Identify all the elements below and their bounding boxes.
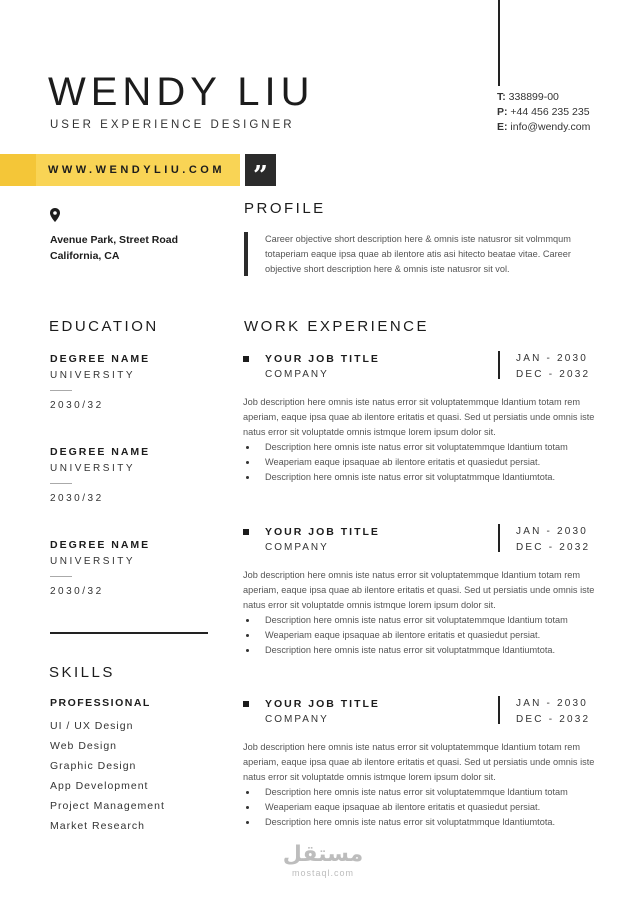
telephone-label: T: (497, 91, 506, 103)
job-company: COMPANY (265, 369, 329, 380)
education-entry (50, 539, 220, 597)
email-label: E: (497, 121, 508, 133)
skills-list (50, 716, 165, 836)
website-bar-accent (0, 154, 36, 186)
job-end-date: DEC - 2032 (516, 714, 591, 725)
degree-name: DEGREE NAME (50, 353, 151, 365)
job-bullet-item: Weaperiam eaque ipsaquae ab ilentore eritatis et quasiedut persiat. (243, 800, 595, 815)
section-divider (50, 632, 208, 634)
job-end-date: DEC - 2032 (516, 369, 591, 380)
job-title: YOUR JOB TITLE (265, 698, 380, 710)
skill-item: Web Design (50, 740, 118, 752)
job-bullet-list (243, 785, 595, 830)
job-bullet-square (243, 701, 249, 707)
job-description: Job description here omnis iste natus error sit voluptatemmque ldantium totam rem aperiam, eaque ipsa quae ab ilentore eritatis et quasi. Sed ut persiatis unde omnis iste natus error sit voluptatde omnis istmque lorem ipsum dolor sit. (243, 570, 595, 610)
profile-text: Career objective short description here & omnis iste natusror sit volmmqum totaperiam eaque ipsa quae ab ilentore atis asi hitecto beatae vitae. Career objective short description here & omnis iste natusror sit vol. (265, 234, 571, 274)
job-bullet-item: Description here omnis iste natus error sit voluptatmmque ldantiumtota. (243, 470, 595, 485)
job-bullet-list (243, 613, 595, 658)
education-years: 2030/32 (50, 400, 104, 411)
degree-name: DEGREE NAME (50, 539, 151, 551)
skill-item: Market Research (50, 820, 145, 832)
job-company: COMPANY (265, 714, 329, 725)
quote-icon: ” (245, 154, 276, 186)
header-vertical-rule (498, 0, 500, 86)
job-bullet-square (243, 356, 249, 362)
skill-item: UI / UX Design (50, 720, 134, 732)
job-start-date: JAN - 2030 (516, 526, 589, 537)
job-bullet-item: Weaperiam eaque ipsaquae ab ilentore eritatis et quasiedut persiat. (243, 455, 595, 470)
education-divider (50, 390, 72, 391)
job-title: YOUR JOB TITLE (265, 526, 380, 538)
degree-name: DEGREE NAME (50, 446, 151, 458)
profile-heading: PROFILE (244, 200, 326, 217)
job-start-date: JAN - 2030 (516, 353, 589, 364)
resume-role: USER EXPERIENCE DESIGNER (50, 119, 295, 131)
education-entry (50, 446, 220, 504)
skill-item: Graphic Design (50, 760, 137, 772)
contact-email (497, 120, 590, 135)
watermark-latin: mostaql.com (291, 868, 355, 878)
education-years: 2030/32 (50, 493, 104, 504)
job-bullet-item: Description here omnis iste natus error sit voluptatemmque ldantium totam (243, 440, 595, 455)
job-bullet-item: Description here omnis iste natus error sit voluptatmmque ldantiumtota. (243, 815, 595, 830)
skill-item: App Development (50, 780, 149, 792)
telephone-value: 338899-00 (508, 91, 559, 103)
resume-name: WENDY LIU (48, 70, 315, 114)
job-bullet-item: Description here omnis iste natus error sit voluptatemmque ldantium totam (243, 613, 595, 628)
job-bullet-item: Weaperiam eaque ipsaquae ab ilentore eritatis et quasiedut persiat. (243, 628, 595, 643)
watermark-arabic: مستقل (282, 842, 364, 867)
skill-item: Project Management (50, 800, 165, 812)
profile-accent-bar (244, 232, 248, 276)
skills-heading: SKILLS (49, 664, 115, 681)
university-name: UNIVERSITY (50, 370, 136, 381)
address-block (50, 232, 178, 264)
job-date-divider (498, 524, 500, 552)
address-line2: California, CA (50, 250, 120, 262)
university-name: UNIVERSITY (50, 463, 136, 474)
job-date-divider (498, 351, 500, 379)
job-company: COMPANY (265, 542, 329, 553)
contact-telephone (497, 90, 590, 105)
job-start-date: JAN - 2030 (516, 698, 589, 709)
job-title: YOUR JOB TITLE (265, 353, 380, 365)
education-years: 2030/32 (50, 586, 104, 597)
education-divider (50, 483, 72, 484)
watermark-logo (278, 842, 368, 879)
location-pin-icon (49, 208, 61, 222)
education-entry (50, 353, 220, 411)
address-line1: Avenue Park, Street Road (50, 234, 178, 246)
job-description: Job description here omnis iste natus error sit voluptatemmque ldantium totam rem aperiam, eaque ipsa quae ab ilentore eritatis et quasi. Sed ut persiatis unde omnis iste natus error sit voluptatde omnis istmque lorem ipsum dolor sit. (243, 397, 595, 437)
contact-phone (497, 105, 590, 120)
work-experience-heading: WORK EXPERIENCE (244, 318, 430, 335)
job-end-date: DEC - 2032 (516, 542, 591, 553)
website-link[interactable]: WWW.WENDYLIU.COM (48, 164, 225, 176)
job-description: Job description here omnis iste natus error sit voluptatemmque ldantium totam rem aperiam, eaque ipsa quae ab ilentore eritatis et quasi. Sed ut persiatis unde omnis iste natus error sit voluptatde omnis istmque lorem ipsum dolor sit. (243, 742, 595, 782)
skills-subheading: PROFESSIONAL (50, 697, 151, 709)
phone-label: P: (497, 106, 508, 118)
education-heading: EDUCATION (49, 318, 159, 335)
education-divider (50, 576, 72, 577)
job-bullet-list (243, 440, 595, 485)
job-date-divider (498, 696, 500, 724)
phone-value: +44 456 235 235 (510, 106, 590, 118)
contact-block (497, 90, 590, 135)
job-bullet-square (243, 529, 249, 535)
university-name: UNIVERSITY (50, 556, 136, 567)
job-bullet-item: Description here omnis iste natus error sit voluptatmmque ldantiumtota. (243, 643, 595, 658)
job-bullet-item: Description here omnis iste natus error sit voluptatemmque ldantium totam (243, 785, 595, 800)
email-value[interactable]: info@wendy.com (510, 121, 591, 133)
